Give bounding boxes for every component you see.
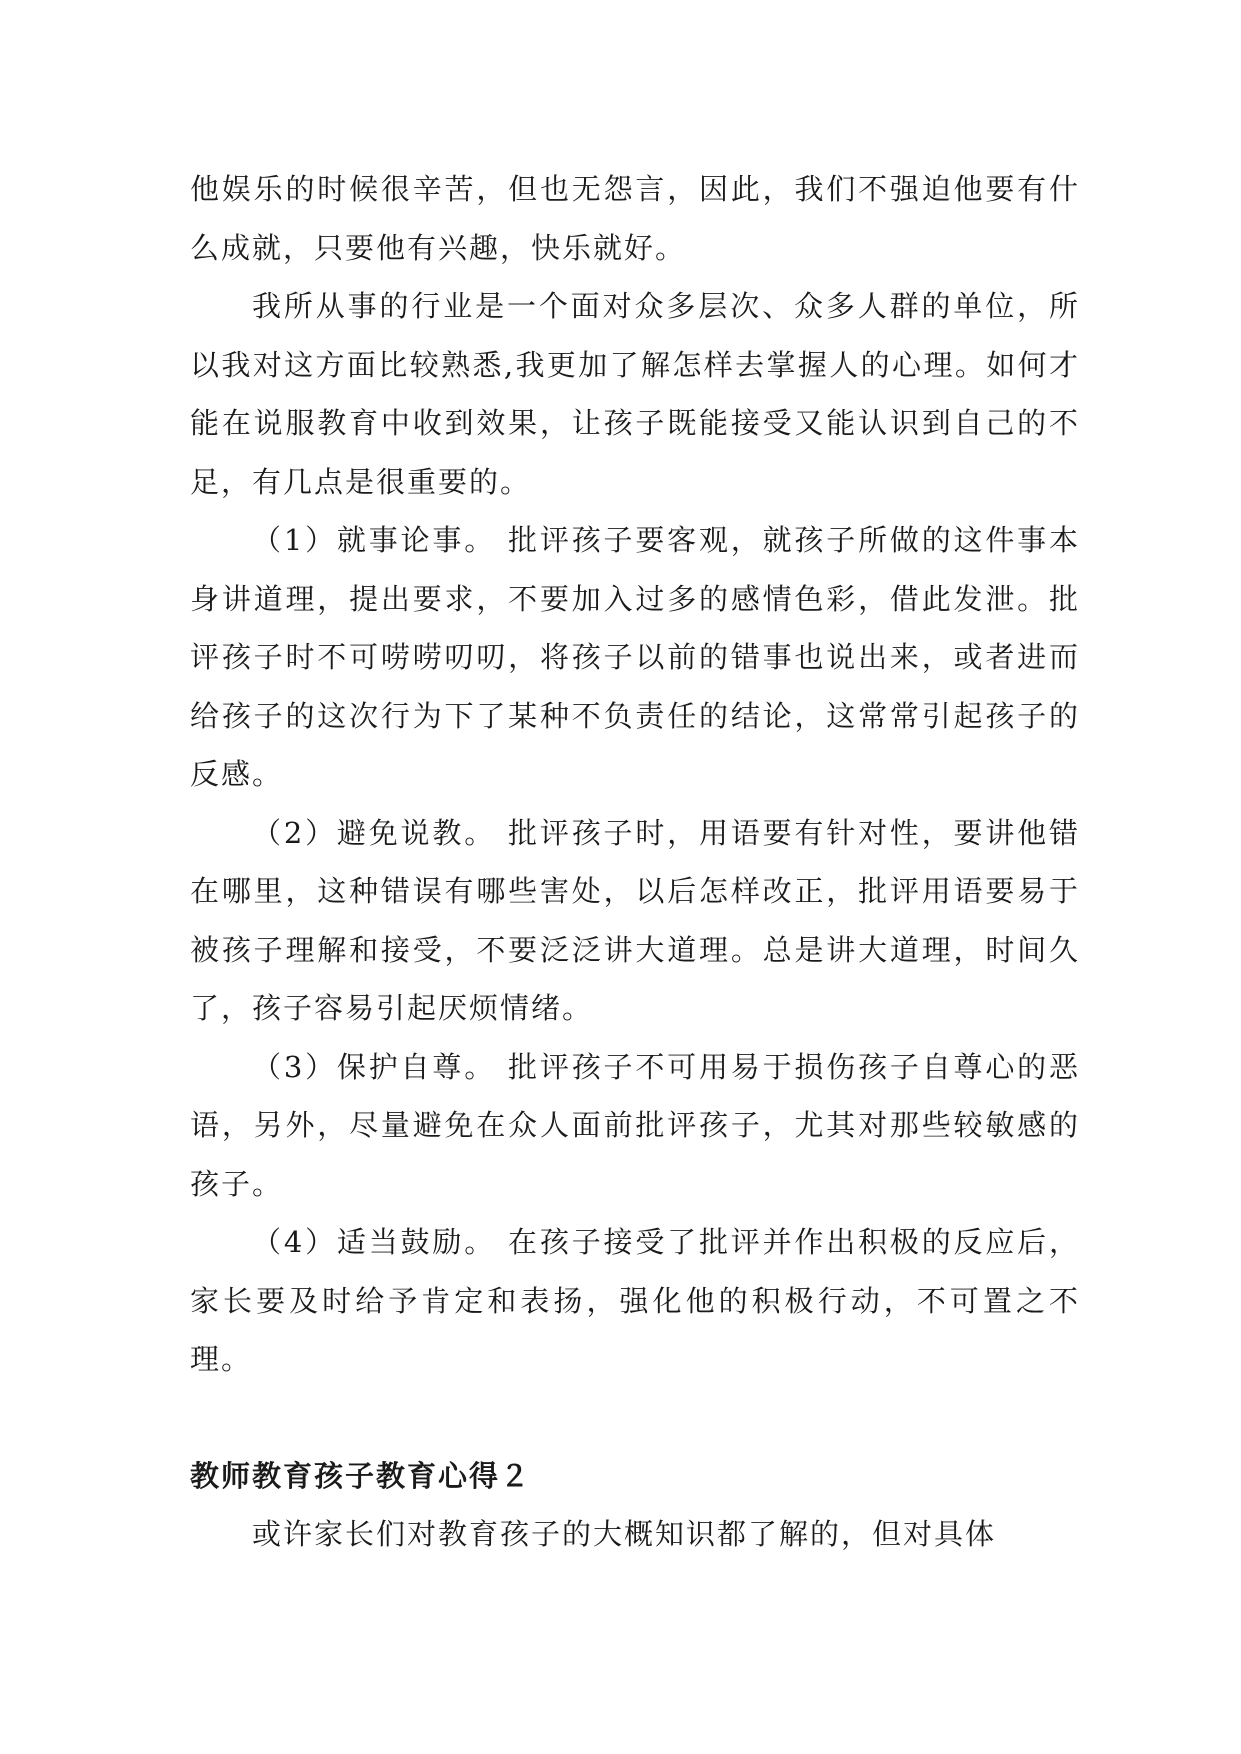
paragraph-point-4: （4）适当鼓励。 在孩子接受了批评并作出积极的反应后，家长要及时给予肯定和表扬，强化他的积极行动，不可置之不理。 <box>190 1225 1080 1376</box>
paragraph-point-2: （2）避免说教。 批评孩子时，用语要有针对性，要讲他错在哪里，这种错误有哪些害处，以后怎样改正，批评用语要易于被孩子理解和接受，不要泛泛讲大道理。总是讲大道理，时间久了，孩子容易引起厌烦情绪。 <box>190 815 1080 1025</box>
section-paragraph: 或许家长们对教育孩子的大概知识都了解的，但对具体 <box>252 1517 997 1551</box>
paragraph-profession: 我所从事的行业是一个面对众多层次、众多人群的单位，所以我对这方面比较熟悉,我更加了解怎样去掌握人的心理。如何才能在说服教育中收到效果，让孩子既能接受又能认识到自己的不足，有几点是很重要的。 <box>190 289 1080 499</box>
paragraph-point-3: （3）保护自尊。 批评孩子不可用易于损伤孩子自尊心的恶语，另外，尽量避免在众人面前批评孩子，尤其对那些较敏感的孩子。 <box>190 1049 1080 1201</box>
paragraph-point-1: （1）就事论事。 批评孩子要客观，就孩子所做的这件事本身讲道理，提出要求，不要加入过多的感情色彩，借此发泄。批评孩子时不可唠唠叨叨，将孩子以前的错事也说出来，或者进而给孩子的这次行为下了某种不负责任的结论，这常常引起孩子的反感。 <box>190 523 1080 791</box>
document-body <box>190 160 1080 1564</box>
paragraph-continuation: 他娱乐的时候很辛苦，但也无怨言，因此，我们不强迫他要有什么成就，只要他有兴趣，快乐就好。 <box>190 172 1080 265</box>
section-title: 教师教育孩子教育心得２ <box>190 1458 532 1493</box>
